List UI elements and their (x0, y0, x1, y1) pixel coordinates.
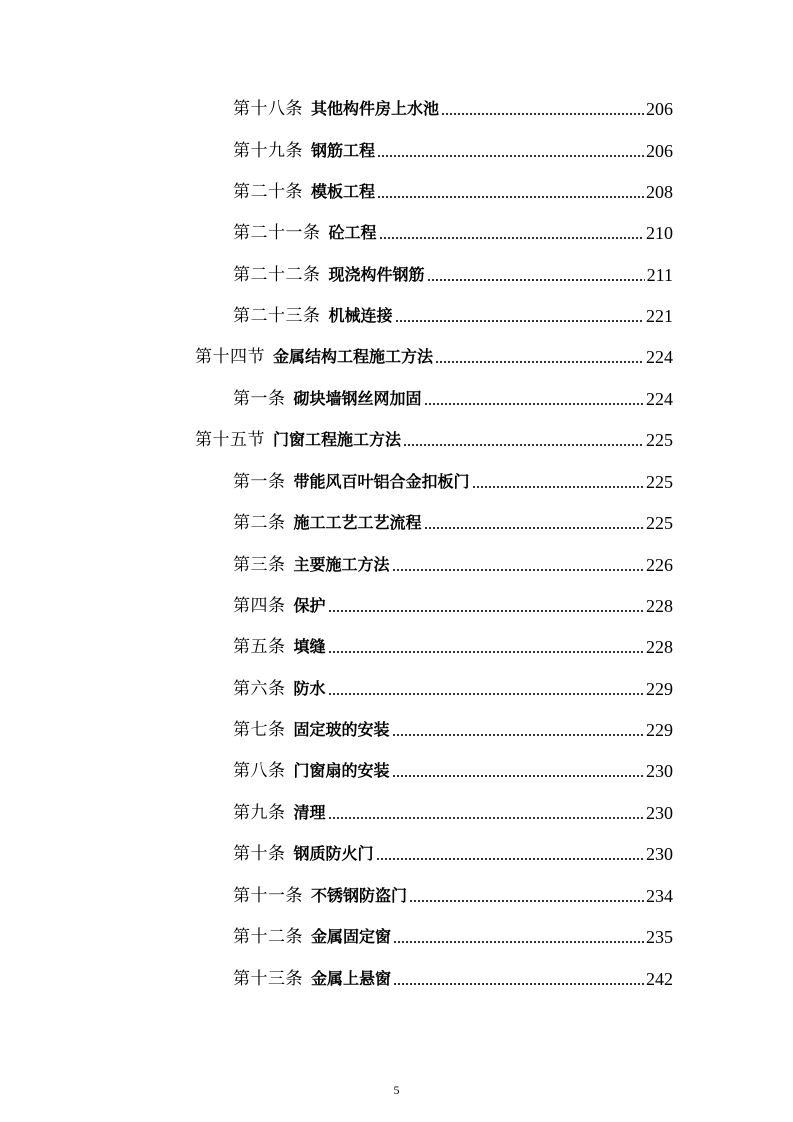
toc-entry-page: 230 (646, 761, 673, 781)
toc-entry-title: 施工工艺工艺流程 (293, 513, 422, 532)
toc-entry-page: 230 (646, 803, 673, 823)
toc-entry-label (233, 305, 393, 327)
toc-entry[interactable] (233, 883, 673, 907)
toc-entry[interactable] (233, 510, 673, 534)
toc-entry-number: 第十五节 (195, 430, 265, 450)
toc-entry-page: 230 (646, 844, 673, 864)
toc-entry-page: 235 (646, 927, 673, 947)
toc-entry-page: 242 (646, 969, 673, 989)
toc-entry-label (233, 968, 391, 990)
toc-entry-label (233, 719, 390, 741)
toc-entry-page: 210 (646, 223, 673, 243)
toc-dot-leader (403, 444, 644, 446)
toc-dot-leader (393, 941, 644, 943)
toc-entry-label (233, 98, 439, 120)
toc-entry[interactable] (233, 469, 673, 493)
toc-entry-label (233, 388, 422, 410)
toc-dot-leader (409, 900, 644, 902)
toc-entry-title: 砼工程 (328, 223, 377, 242)
toc-dot-leader (328, 693, 644, 695)
toc-entry-title: 金属结构工程施工方法 (273, 347, 434, 366)
toc-dot-leader (328, 651, 644, 653)
toc-entry-page: 228 (646, 596, 673, 616)
toc-entry-label (233, 843, 374, 865)
toc-dot-leader (328, 610, 644, 612)
toc-entry[interactable] (233, 634, 673, 658)
toc-entry-page: 229 (646, 679, 673, 699)
toc-entry-number: 第十九条 (233, 141, 303, 161)
toc-entry-title: 其他构件房上水池 (311, 99, 440, 118)
toc-entry-number: 第七条 (233, 720, 286, 740)
toc-entry-label (195, 429, 401, 451)
toc-entry-label (233, 802, 326, 824)
toc-entry-page: 206 (646, 99, 673, 119)
toc-entry-title: 固定玻的安装 (293, 720, 390, 739)
toc-entry-label (233, 595, 326, 617)
toc-entry-number: 第十二条 (233, 927, 303, 947)
toc-entry[interactable] (233, 303, 673, 327)
toc-entry-page: 206 (646, 141, 673, 161)
toc-entry[interactable] (233, 96, 673, 120)
page-number: 5 (393, 1083, 400, 1097)
toc-entry-title: 金属上悬窗 (311, 969, 392, 988)
toc-entry[interactable] (233, 758, 673, 782)
toc-entry-page: 234 (646, 886, 673, 906)
toc-entry-title: 带能风百叶铝合金扣板门 (293, 472, 470, 491)
toc-entry-title: 砌块墙钢丝网加固 (293, 389, 422, 408)
toc-entry-label (233, 554, 390, 576)
toc-dot-leader (377, 196, 644, 198)
toc-entry-number: 第一条 (233, 472, 286, 492)
toc-entry-number: 第二条 (233, 513, 286, 533)
toc-entry-label (233, 926, 391, 948)
toc-entry[interactable] (233, 800, 673, 824)
toc-entry-label (233, 678, 326, 700)
toc-entry-page: 225 (646, 430, 673, 450)
toc-entry-number: 第二十三条 (233, 306, 321, 326)
toc-entry-title: 机械连接 (328, 306, 393, 325)
toc-section-entry[interactable] (195, 427, 673, 451)
toc-dot-leader (441, 113, 644, 115)
toc-dot-leader (376, 858, 644, 860)
toc-entry-label (233, 222, 377, 244)
toc-entry-title: 模板工程 (311, 182, 376, 201)
toc-dot-leader (377, 155, 644, 157)
toc-entry-number: 第十条 (233, 844, 286, 864)
toc-entry-title: 不锈钢防盗门 (311, 886, 408, 905)
toc-entry-title: 钢质防火门 (293, 844, 374, 863)
toc-entry-title: 主要施工方法 (293, 555, 390, 574)
toc-entry-title: 防水 (293, 679, 326, 698)
toc-entry-page: 225 (646, 472, 673, 492)
toc-dot-leader (472, 486, 644, 488)
toc-dot-leader (392, 775, 644, 777)
toc-dot-leader (379, 237, 644, 239)
toc-entry[interactable] (233, 924, 673, 948)
toc-entry[interactable] (233, 262, 673, 286)
toc-entry-label (233, 181, 375, 203)
toc-entry-label (233, 471, 470, 493)
toc-dot-leader (328, 817, 644, 819)
toc-entry-label (233, 885, 407, 907)
toc-entry[interactable] (233, 966, 673, 990)
toc-entry-number: 第五条 (233, 637, 286, 657)
toc-entry[interactable] (233, 841, 673, 865)
toc-entry[interactable] (233, 717, 673, 741)
toc-entry-number: 第十四节 (195, 347, 265, 367)
toc-entry[interactable] (233, 676, 673, 700)
toc-entry-page: 226 (646, 555, 673, 575)
toc-entry[interactable] (233, 552, 673, 576)
toc-entry[interactable] (233, 179, 673, 203)
toc-dot-leader (435, 361, 644, 363)
toc-entry-page: 224 (646, 389, 673, 409)
toc-entry-number: 第二十二条 (233, 265, 321, 285)
toc-entry-number: 第十一条 (233, 886, 303, 906)
toc-entry-page: 221 (646, 306, 673, 326)
toc-entry-title: 金属固定窗 (311, 927, 392, 946)
toc-entry-label (233, 636, 326, 658)
toc-entry[interactable] (233, 220, 673, 244)
toc-entry-title: 填缝 (293, 637, 326, 656)
toc-entry-number: 第八条 (233, 761, 286, 781)
toc-dot-leader (393, 983, 644, 985)
toc-dot-leader (427, 279, 645, 281)
toc-entry-label (233, 512, 422, 534)
toc-entry-label (233, 264, 425, 286)
toc-entry-title: 门窗工程施工方法 (273, 430, 402, 449)
toc-dot-leader (392, 569, 644, 571)
toc-entry-number: 第三条 (233, 555, 286, 575)
toc-entry[interactable] (233, 386, 673, 410)
toc-entry-page: 228 (646, 637, 673, 657)
toc-entry-label (233, 760, 390, 782)
toc-entry-page: 208 (646, 182, 673, 202)
toc-entry-number: 第九条 (233, 803, 286, 823)
toc-entry-label (233, 140, 375, 162)
toc-entry-title: 门窗扇的安装 (293, 761, 390, 780)
toc-entry[interactable] (233, 138, 673, 162)
toc-entry-title: 清理 (293, 803, 326, 822)
toc-dot-leader (392, 734, 644, 736)
toc-entry-number: 第一条 (233, 389, 286, 409)
toc-entry-number: 第十八条 (233, 99, 303, 119)
toc-entry-number: 第十三条 (233, 969, 303, 989)
toc-dot-leader (395, 320, 644, 322)
toc-entry-number: 第二十条 (233, 182, 303, 202)
toc-section-entry[interactable] (195, 344, 673, 368)
toc-entry-page: 224 (646, 347, 673, 367)
toc-entry[interactable] (233, 593, 673, 617)
toc-entry-title: 现浇构件钢筋 (328, 265, 425, 284)
toc-entry-page: 229 (646, 720, 673, 740)
toc-entry-page: 225 (646, 513, 673, 533)
toc-dot-leader (424, 527, 644, 529)
toc-entry-number: 第六条 (233, 679, 286, 699)
toc-entry-page: 211 (646, 265, 673, 285)
toc-dot-leader (424, 403, 644, 405)
toc-entry-title: 保护 (293, 596, 326, 615)
toc-entry-label (195, 346, 433, 368)
toc-entry-number: 第二十一条 (233, 223, 321, 243)
toc-entry-number: 第四条 (233, 596, 286, 616)
toc-entry-title: 钢筋工程 (311, 141, 376, 160)
